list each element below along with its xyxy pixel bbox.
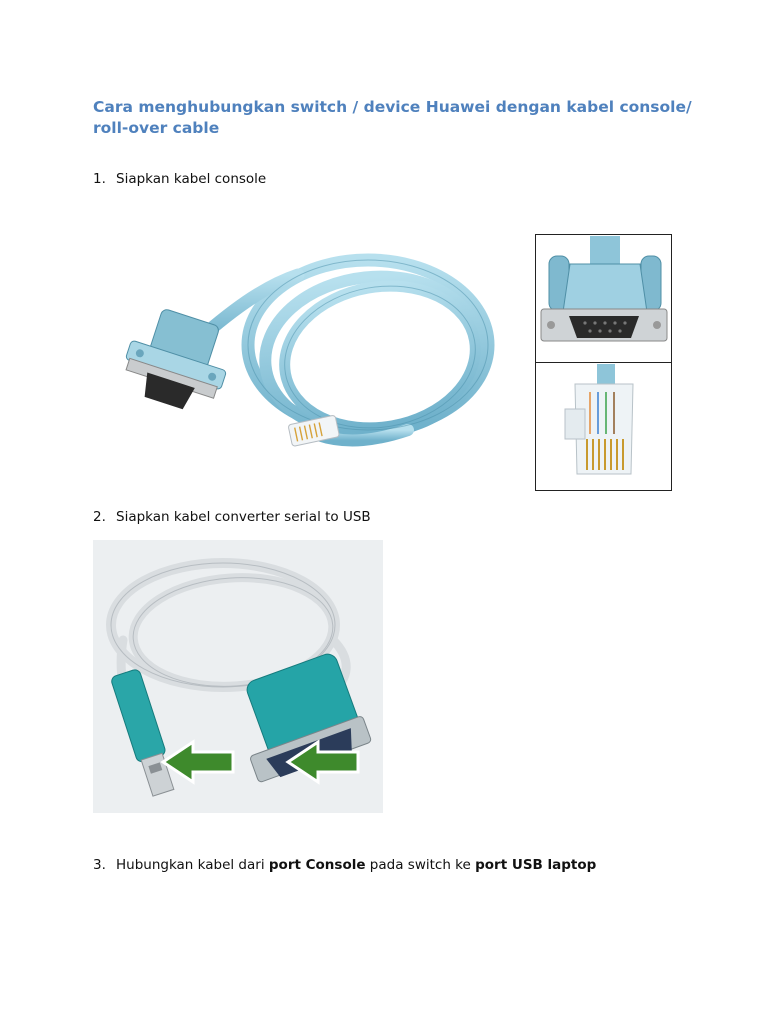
page-title: Cara menghubungkan switch / device Huawei dengan kabel console/ roll-over cable <box>93 98 692 137</box>
step-text: Siapkan kabel converter serial to USB <box>116 509 371 525</box>
step-number: 2. <box>93 509 106 525</box>
step-text-middle: pada switch ke <box>365 857 476 873</box>
step-text: Siapkan kabel console <box>116 171 267 187</box>
step-1 <box>93 170 266 188</box>
step-text-before: Hubungkan kabel dari <box>116 857 269 873</box>
usb-serial-converter-image <box>93 540 383 813</box>
step-bold-port-usb: port USB laptop <box>475 857 597 873</box>
step-3 <box>93 856 596 874</box>
connector-closeup-image <box>535 234 672 491</box>
step-bold-port-console: port Console <box>268 857 366 873</box>
step-number: 1. <box>93 171 106 187</box>
step-2 <box>93 508 371 526</box>
console-cable-image <box>118 245 498 470</box>
step-number: 3. <box>93 857 106 873</box>
